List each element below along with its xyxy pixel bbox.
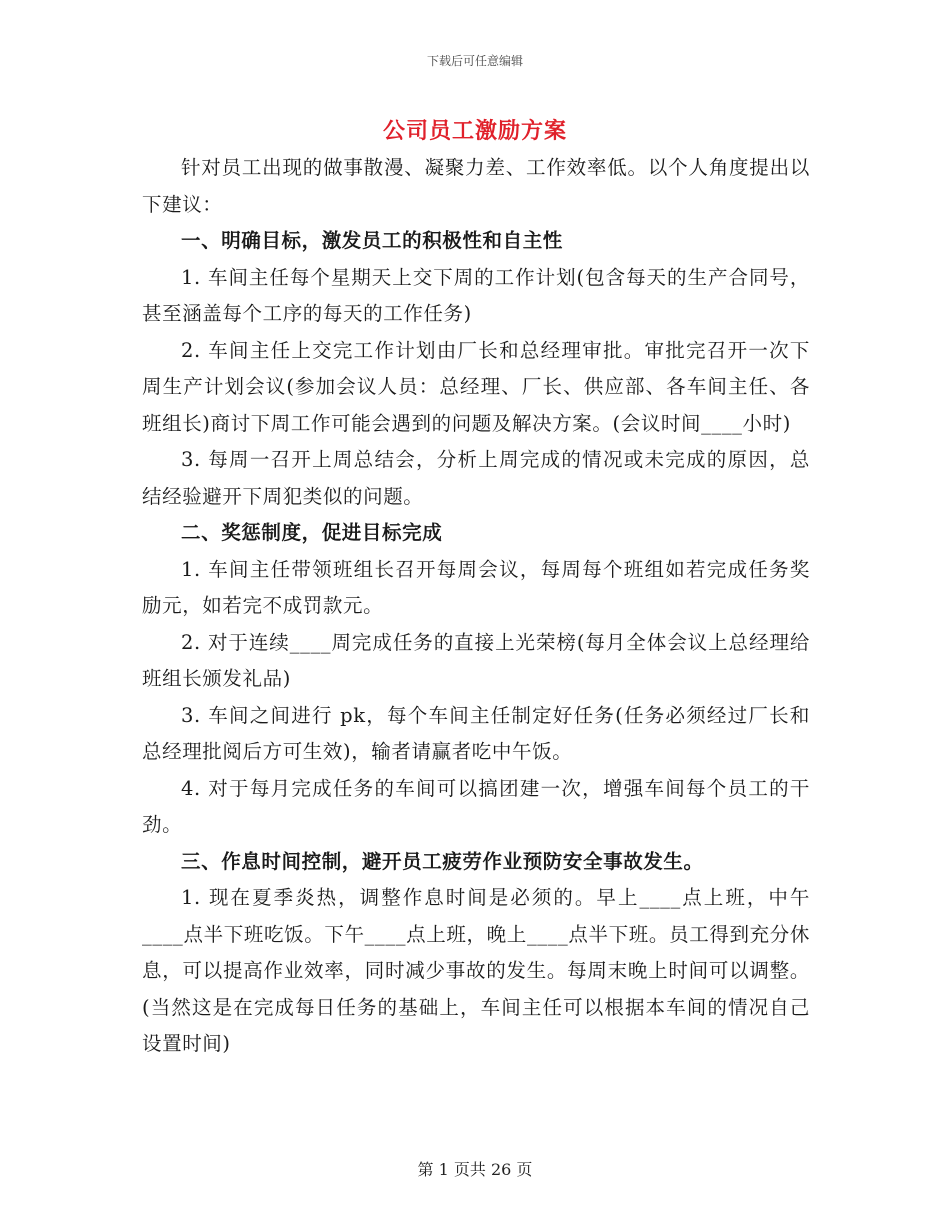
section-heading-2: 二、奖惩制度，促进目标完成	[181, 521, 443, 544]
list-item-3-1: 1. 现在夏季炎热，调整作息时间是必须的。早上____点上班，中午____点半下班吃饭。下午____点上班，晚上____点半下班。员工得到充分休息，可以提高作业效率，同时减少事故的发生。每周末晚上时间可以调整。(当然这是在完成每日任务的基础上，车间主任可以根据本车间的情况自己设置时间)	[142, 886, 810, 1055]
document-title: 公司员工激励方案	[382, 118, 567, 144]
list-item-2-2: 2. 对于连续____周完成任务的直接上光荣榜(每月全体会议上总经理给班组长颁发礼品)	[142, 630, 810, 690]
page-number-footer: 第 1 页共 26 页	[417, 1160, 533, 1179]
list-item-2-3: 3. 车间之间进行 pk，每个车间主任制定好任务(任务必须经过厂长和总经理批阅后方可生效)，输者请赢者吃中午饭。	[142, 703, 810, 763]
header-note: 下载后可任意编辑	[426, 54, 523, 68]
list-item-1-3: 3. 每周一召开上周总结会，分析上周完成的情况或未完成的原因，总结经验避开下周犯类似的问题。	[142, 448, 810, 508]
list-item-2-4: 4. 对于每月完成任务的车间可以搞团建一次，增强车间每个员工的干劲。	[142, 776, 810, 836]
list-item-2-1: 1. 车间主任带领班组长召开每周会议，每周每个班组如若完成任务奖励元，如若完不成罚款元。	[142, 557, 810, 617]
section-heading-1: 一、明确目标，激发员工的积极性和自主性	[181, 229, 563, 252]
document-body	[142, 150, 810, 1063]
section-heading-3: 三、作息时间控制，避开员工疲劳作业预防安全事故发生。	[181, 849, 704, 873]
list-item-1-1: 1. 车间主任每个星期天上交下周的工作计划(包含每天的生产合同号，甚至涵盖每个工序的每天的工作任务)	[142, 265, 810, 325]
list-item-1-2: 2. 车间主任上交完工作计划由厂长和总经理审批。审批完召开一次下周生产计划会议(参加会议人员：总经理、厂长、供应部、各车间主任、各班组长)商讨下周工作可能会遇到的问题及解决方案。(会议时间____小时)	[142, 338, 810, 435]
intro-paragraph: 针对员工出现的做事散漫、凝聚力差、工作效率低。以个人角度提出以下建议：	[142, 156, 810, 216]
